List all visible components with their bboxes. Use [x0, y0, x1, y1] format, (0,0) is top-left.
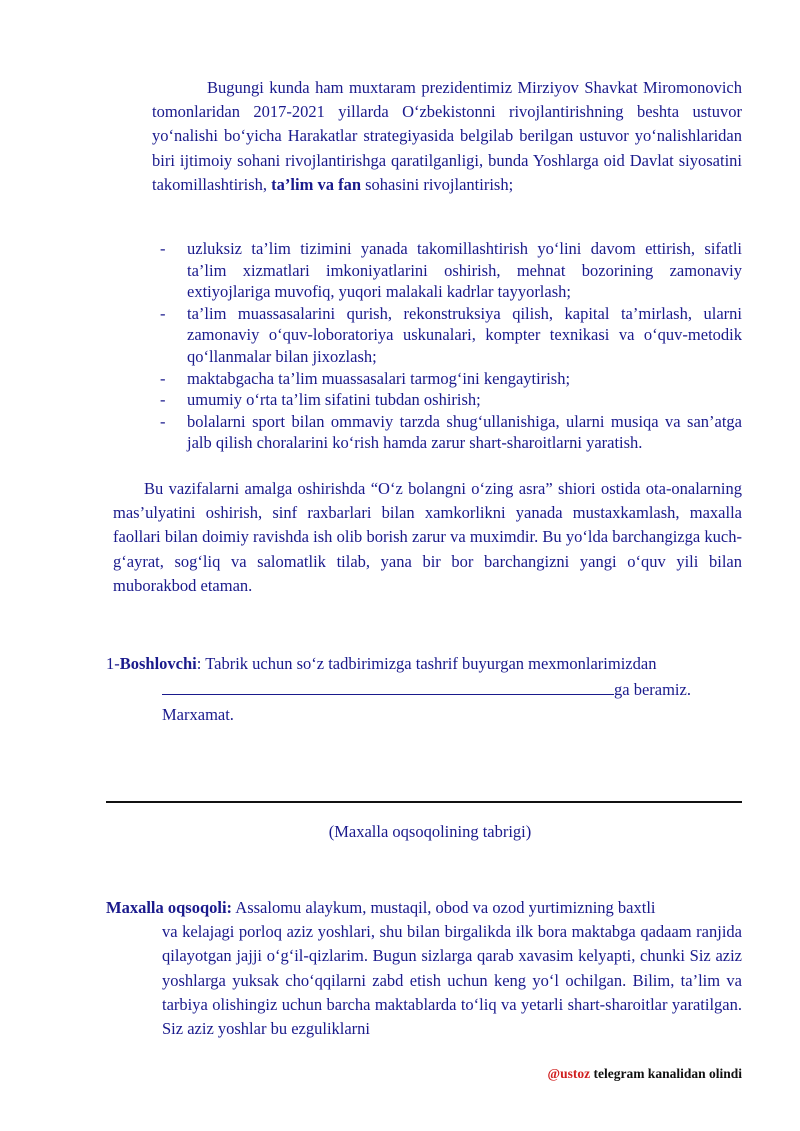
host-please: Marxamat. — [162, 705, 234, 724]
intro-text: Bugungi kunda ham muxtaram prezidentimiz Mirziyov Shavkat Miromonovich tomonlaridan 2017-2021 yillarda O‘zbekistonni rivojlantirishning beshta ustuvor yo‘nalishi bo‘yicha Harakatlar strategiyasida belgilab berilgan ustuvor yo‘nalishlaridan biri ijtimoiy sohani rivojlantirishga qaratilganligi, bunda Yoshlarga oid Davlat siyosatini takomillashtirish, — [152, 78, 742, 194]
elder-speech — [106, 896, 742, 1041]
host-line — [106, 652, 746, 676]
list-item — [160, 411, 742, 454]
elder-first-line-text: Assalomu alaykum, mustaqil, obod va ozod yurtimizning baxtli — [232, 898, 656, 917]
list-item — [160, 303, 742, 368]
host-colon: : — [196, 654, 202, 673]
host-blank-suffix: ga beramiz. — [614, 680, 691, 699]
fill-in-blank — [162, 677, 614, 695]
section-divider — [106, 801, 742, 803]
footer-source — [548, 1066, 742, 1082]
intro-paragraph — [152, 76, 742, 197]
dash-bullet: - — [160, 390, 166, 410]
tasks-list — [160, 238, 742, 454]
list-item — [160, 368, 742, 390]
dash-bullet: - — [160, 239, 166, 258]
section-note: (Maxalla oqsoqolining tabrigi) — [328, 822, 532, 841]
list-item-text: umumiy o‘rta ta’lim sifatini tubdan oshirish; — [187, 390, 481, 410]
host-blank-line — [162, 677, 691, 702]
elder-speech-first-line — [106, 896, 742, 920]
elder-speaker: Maxalla oqsoqoli: — [106, 898, 233, 917]
footer-text: telegram kanalidan olindi — [590, 1066, 742, 1081]
intro-text-end: sohasini rivojlantirish; — [361, 174, 514, 194]
list-item — [160, 238, 742, 303]
closing-paragraph: Bu vazifalarni amalga oshirishda “O‘z bolangni o‘zing asra” shiori ostida ota-onalarning mas’ulyatini oshirish, sinf raxbarlari bilan xamkorlikni yanada mustaxkamlash, maxalla faollari bilan doimiy ravishda ish olib borish zarur va muximdir. Bu yo‘lda barchangizga kuch-g‘ayrat, sog‘liq va salomatlik tilab, yana bir bor barchangizni yangi o‘quv yili bilan muborakbod etaman. — [113, 479, 742, 595]
dash-bullet: - — [160, 303, 166, 323]
dash-bullet: - — [160, 368, 166, 388]
telegram-handle: @ustoz — [547, 1066, 591, 1081]
elder-speech-body: va kelajagi porloq aziz yoshlari, shu bilan birgalikda ilk bora maktabga qadaam ranjida qilayotgan jajji o‘g‘il-qizlarim. Bugun sizlarga qarab xavasim kelyapti, chunki Siz aziz yoshlarga yuksak cho‘qqilarni zabd etish uchun keng yo‘l ochilgan. Bilim, ta’lim va tarbiya olishingiz uchun barcha maktablarda to‘liq va yetarli shart-sharoitlar yaratilgan. Siz aziz yoshlar bu ezguliklarni — [162, 922, 742, 1039]
dash-bullet: - — [160, 411, 166, 431]
host-speaker: Boshlovchi — [119, 654, 197, 673]
list-item — [160, 389, 742, 411]
list-item-text: maktabgacha ta’lim muassasalari tarmog‘ini kengaytirish; — [187, 368, 571, 388]
intro-bold-text: ta’lim va fan — [271, 174, 361, 194]
list-item-text: bolalarni sport bilan ommaviy tarzda shug‘ullanishiga, ularni musiqa va san’atga jalb qilish choralarini ko‘rish hamda zarur shart-sharoitlarni yaratish. — [187, 411, 742, 453]
host-number: 1- — [106, 654, 120, 673]
list-item-text: uzluksiz ta’lim tizimini yanada takomillashtirish yo‘lini davom ettirish, sifatli ta’lim xizmatlari imkoniyatlarini oshirish, mehnat bozorining zamonaviy extiyojlariga muvofiq, yuqori malakali kadrlar tayyorlash; — [187, 239, 742, 302]
host-text: Tabrik uchun so‘z tadbirimizga tashrif buyurgan mexmonlarimizdan — [201, 654, 657, 673]
list-item-text: ta’lim muassasalarini qurish, rekonstruksiya qilish, kapital ta’mirlash, ularni zamonaviy o‘quv-loboratoriya uskunalari, kompter texnikasi va o‘quv-metodik qo‘llanmalar bilan jixozlash; — [187, 303, 742, 366]
